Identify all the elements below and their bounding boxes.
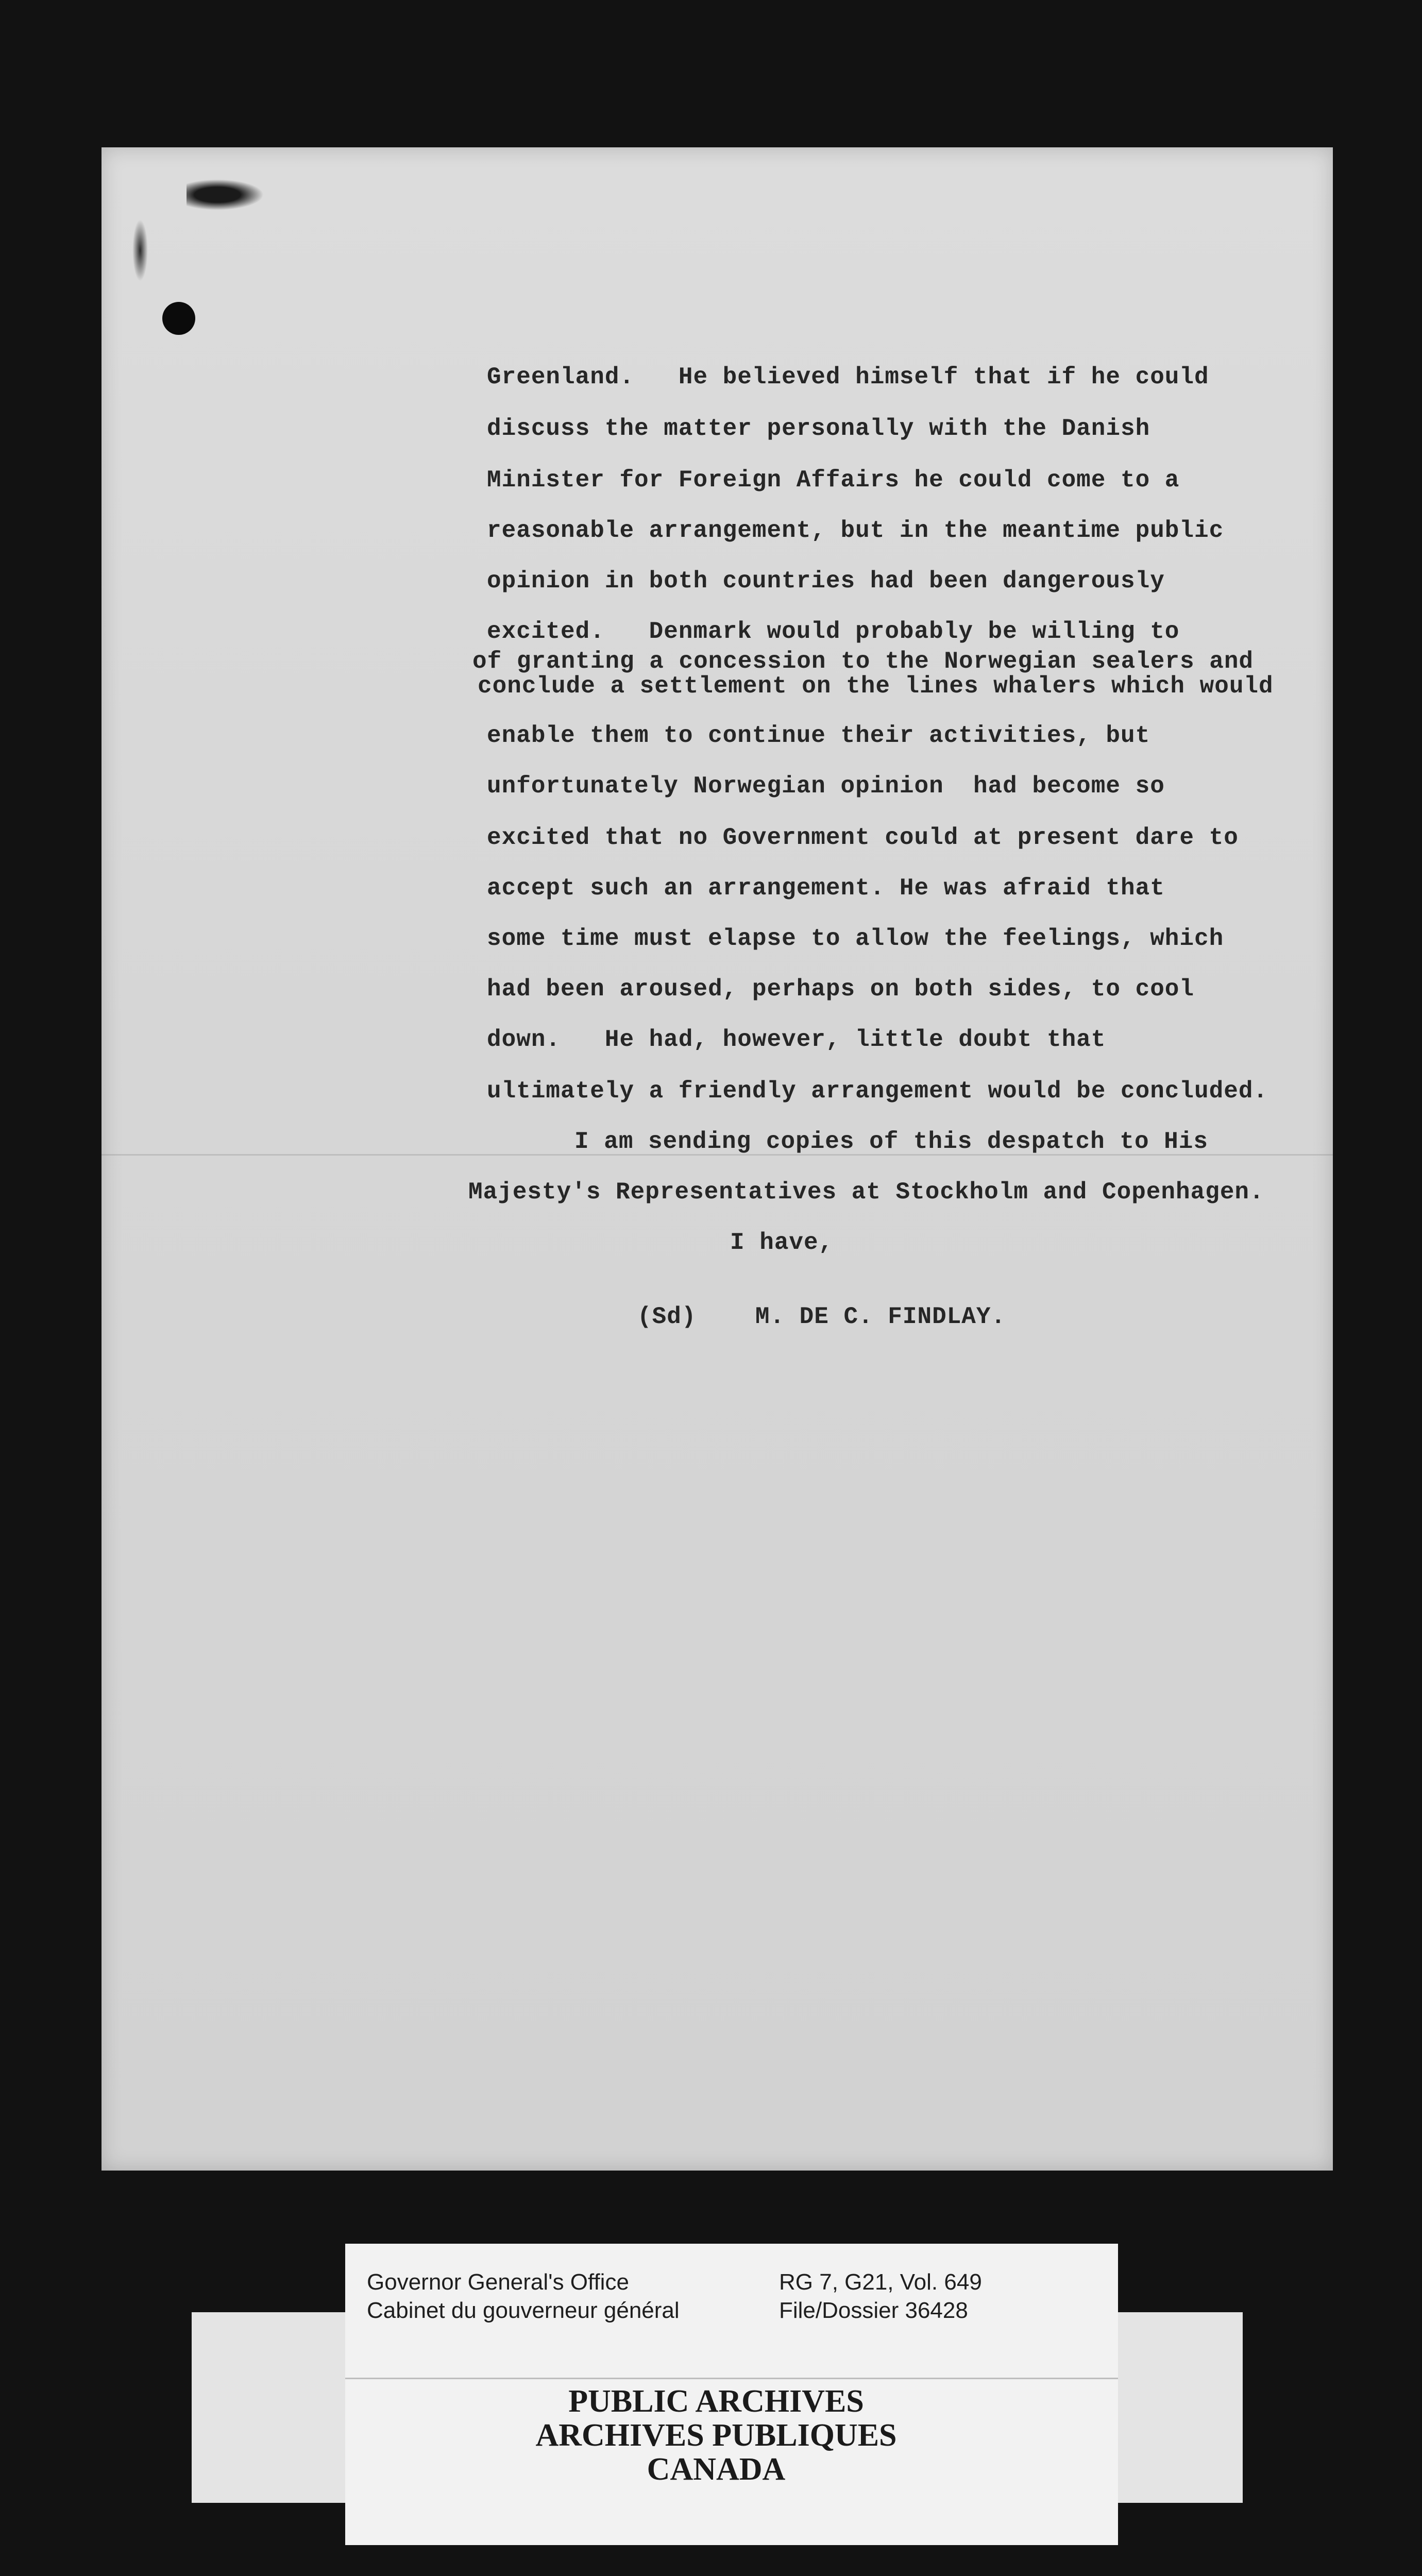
letter-line: of granting a concession to the Norwegian sealers and (472, 648, 1254, 675)
letter-line: accept such an arrangement. He was afraid that (487, 875, 1165, 902)
letter-line: conclude a settlement on the lines whalers which would (478, 673, 1274, 700)
letter-line: excited that no Government could at present dare to (487, 824, 1239, 851)
office-french: Cabinet du gouverneur général (367, 2298, 680, 2323)
file-number: File/Dossier 36428 (779, 2298, 968, 2323)
letter-line: enable them to continue their activities, but (487, 722, 1150, 749)
letter-line: I am sending copies of this despatch to His (574, 1128, 1208, 1155)
archives-stamp-line: CANADA (647, 2452, 786, 2487)
letter-line: unfortunately Norwegian opinion had become so (487, 773, 1165, 800)
letter-body (101, 147, 1333, 2171)
letter-line: some time must elapse to allow the feelings, which (487, 925, 1224, 952)
letter-line: ultimately a friendly arrangement would be concluded. (487, 1078, 1268, 1105)
letter-line: reasonable arrangement, but in the meantime public (487, 517, 1224, 544)
record-group-reference: RG 7, G21, Vol. 649 (779, 2269, 982, 2295)
letter-line: discuss the matter personally with the Danish (487, 415, 1150, 442)
label-divider (345, 2378, 1118, 2379)
letter-line: Greenland. He believed himself that if he could (487, 364, 1209, 391)
letter-line: down. He had, however, little doubt that (487, 1026, 1106, 1053)
archives-stamp (191, 2384, 1242, 2486)
letter-closing: I have, (730, 1229, 834, 1256)
letter-line: Minister for Foreign Affairs he could come to a (487, 467, 1180, 494)
archives-stamp-line: PUBLIC ARCHIVES (568, 2384, 864, 2419)
letter-line: excited. Denmark would probably be willing to (487, 618, 1180, 645)
letter-line: Majesty's Representatives at Stockholm and Copenhagen. (468, 1179, 1264, 1206)
letter-line: had been aroused, perhaps on both sides, to cool (487, 976, 1195, 1003)
signature-line: (Sd) M. DE C. FINDLAY. (637, 1303, 1006, 1330)
document-page (101, 147, 1333, 2171)
letter-line: opinion in both countries had been dangerously (487, 568, 1165, 595)
archives-stamp-line: ARCHIVES PUBLIQUES (535, 2418, 897, 2453)
office-english: Governor General's Office (367, 2269, 629, 2295)
